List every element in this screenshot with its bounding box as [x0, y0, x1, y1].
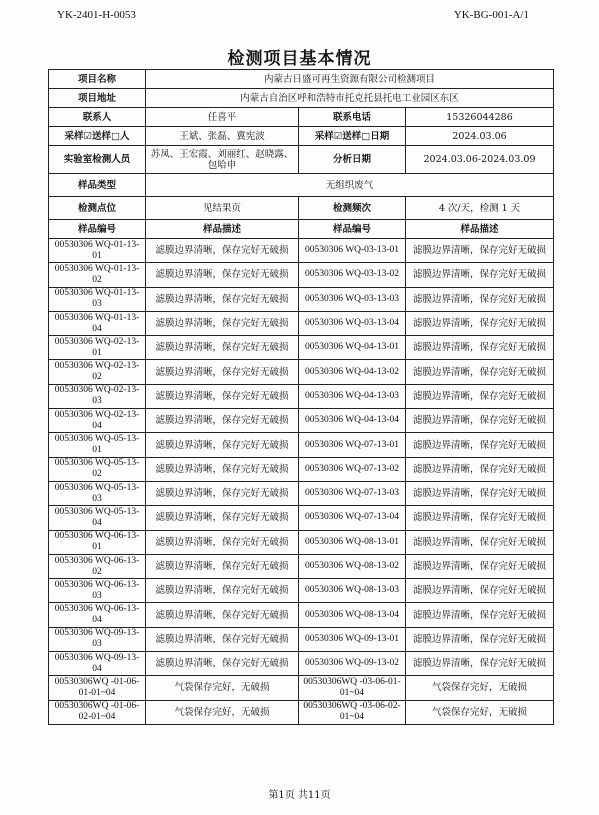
- project-name-label: 项目名称: [49, 70, 146, 89]
- sample-row: [49, 627, 554, 651]
- row-point: [49, 197, 554, 220]
- sample-description-right: 滤膜边界清晰，保存完好无破损: [406, 554, 554, 578]
- phone-label: 联系电话: [299, 108, 406, 127]
- sample-row: [49, 506, 554, 530]
- sample-code-left: 00530306 WQ-05-13-03: [49, 481, 146, 505]
- sample-code-right: 00530306 WQ-09-13-02: [299, 652, 406, 676]
- sample-code-right: 00530306 WQ-07-13-04: [299, 506, 406, 530]
- sample-code-right: 00530306 WQ-07-13-02: [299, 457, 406, 481]
- sample-code-right: 00530306 WQ-08-13-01: [299, 530, 406, 554]
- sample-code-right: 00530306 WQ-04-13-01: [299, 336, 406, 360]
- sample-row: [49, 652, 554, 676]
- sample-description-right: 气袋保存完好，无破损: [406, 700, 554, 724]
- sample-description-left: 滤膜边界清晰，保存完好无破损: [146, 627, 299, 651]
- sample-header-row: [49, 220, 554, 239]
- sample-code-right: 00530306 WQ-08-13-04: [299, 603, 406, 627]
- sample-description-right: 滤膜边界清晰，保存完好无破损: [406, 579, 554, 603]
- sample-description-left: 滤膜边界清晰，保存完好无破损: [146, 360, 299, 384]
- sample-description-right: 滤膜边界清晰，保存完好无破损: [406, 360, 554, 384]
- sample-description-left: 气袋保存完好，无破损: [146, 700, 299, 724]
- sample-code-left: 00530306 WQ-01-13-03: [49, 287, 146, 311]
- sample-description-right: 滤膜边界清晰，保存完好无破损: [406, 530, 554, 554]
- contact-label: 联系人: [49, 108, 146, 127]
- sample-code-left: 00530306 WQ-01-13-01: [49, 239, 146, 263]
- point-label: 检测点位: [49, 197, 146, 220]
- sample-description-right: 滤膜边界清晰，保存完好无破损: [406, 239, 554, 263]
- analysis-date-value: 2024.03.06-2024.03.09: [406, 146, 554, 174]
- frequency-label: 检测频次: [299, 197, 406, 220]
- sample-code-right: 00530306 WQ-03-13-01: [299, 239, 406, 263]
- info-table: [48, 69, 554, 725]
- sample-code-left: 00530306 WQ-05-13-04: [49, 506, 146, 530]
- sample-code-left: 00530306 WQ-02-13-02: [49, 360, 146, 384]
- sample-code-right: 00530306 WQ-03-13-02: [299, 263, 406, 287]
- row-sampler: [49, 127, 554, 146]
- sample-code-left: 00530306 WQ-09-13-03: [49, 627, 146, 651]
- sample-description-left: 滤膜边界清晰，保存完好无破损: [146, 263, 299, 287]
- project-address-value: 内蒙古自治区呼和浩特市托克托县托电工业园区东区: [146, 89, 554, 108]
- sample-description-left: 滤膜边界清晰，保存完好无破损: [146, 433, 299, 457]
- sample-description-left: 滤膜边界清晰，保存完好无破损: [146, 287, 299, 311]
- sample-code-left: 00530306WQ -01-06-02-01~04: [49, 700, 146, 724]
- sampler-value: 王斌、张磊、冀宪波: [146, 127, 299, 146]
- sample-code-left: 00530306 WQ-02-13-03: [49, 384, 146, 408]
- sample-description-left: 滤膜边界清晰，保存完好无破损: [146, 530, 299, 554]
- sample-code-left: 00530306 WQ-05-13-01: [49, 433, 146, 457]
- frequency-value: 4 次/天，检测 1 天: [406, 197, 554, 220]
- sample-description-right: 滤膜边界清晰，保存完好无破损: [406, 336, 554, 360]
- sample-code-left: 00530306 WQ-01-13-04: [49, 311, 146, 335]
- sample-date-value: 2024.03.06: [406, 127, 554, 146]
- sample-desc-header-right: 样品描述: [406, 220, 554, 239]
- sample-row: [49, 579, 554, 603]
- sample-description-right: 滤膜边界清晰，保存完好无破损: [406, 506, 554, 530]
- sample-row: [49, 603, 554, 627]
- sample-type-label: 样品类型: [49, 174, 146, 197]
- sample-description-left: 滤膜边界清晰，保存完好无破损: [146, 506, 299, 530]
- sample-code-right: 00530306WQ -03-06-02-01~04: [299, 700, 406, 724]
- sample-description-right: 滤膜边界清晰，保存完好无破损: [406, 652, 554, 676]
- row-lab-staff: [49, 146, 554, 174]
- sample-description-left: 滤膜边界清晰，保存完好无破损: [146, 579, 299, 603]
- sample-description-right: 滤膜边界清晰，保存完好无破损: [406, 384, 554, 408]
- page-number: 第1页 共11页: [268, 790, 331, 801]
- sample-code-header-right: 样品编号: [299, 220, 406, 239]
- sample-row: [49, 481, 554, 505]
- sample-code-left: 00530306 WQ-06-13-02: [49, 554, 146, 578]
- sample-description-right: 滤膜边界清晰，保存完好无破损: [406, 263, 554, 287]
- sample-description-right: 滤膜边界清晰，保存完好无破损: [406, 481, 554, 505]
- sample-description-left: 滤膜边界清晰，保存完好无破损: [146, 311, 299, 335]
- sample-description-right: 滤膜边界清晰，保存完好无破损: [406, 287, 554, 311]
- lab-staff-value: 苏凤、王宏霞、刘丽红、赵晓露、包哈申: [146, 146, 299, 174]
- page-title: 检测项目基本情况: [227, 49, 372, 69]
- sample-row: [49, 239, 554, 263]
- row-contact: [49, 108, 554, 127]
- sample-row: [49, 409, 554, 433]
- sample-code-left: 00530306 WQ-01-13-02: [49, 263, 146, 287]
- sample-description-left: 气袋保存完好，无破损: [146, 676, 299, 700]
- sample-row: [49, 530, 554, 554]
- phone-value: 15326044286: [406, 108, 554, 127]
- sample-code-left: 00530306 WQ-06-13-04: [49, 603, 146, 627]
- sample-code-left: 00530306 WQ-02-13-01: [49, 336, 146, 360]
- sample-description-left: 滤膜边界清晰，保存完好无破损: [146, 409, 299, 433]
- project-address-label: 项目地址: [49, 89, 146, 108]
- sample-description-left: 滤膜边界清晰，保存完好无破损: [146, 239, 299, 263]
- sample-description-right: 滤膜边界清晰，保存完好无破损: [406, 311, 554, 335]
- form-number: YK-BG-001-A/1: [453, 9, 529, 21]
- sample-code-header-left: 样品编号: [49, 220, 146, 239]
- sample-description-right: 滤膜边界清晰，保存完好无破损: [406, 433, 554, 457]
- document-number: YK-2401-H-0053: [57, 9, 136, 21]
- row-project-name: [49, 70, 554, 89]
- sample-description-left: 滤膜边界清晰，保存完好无破损: [146, 384, 299, 408]
- sample-code-right: 00530306WQ -03-06-01-01~04: [299, 676, 406, 700]
- sample-row: [49, 384, 554, 408]
- point-value: 见结果页: [146, 197, 299, 220]
- sample-date-label: 采样☑送样□日期: [299, 127, 406, 146]
- sample-row: [49, 700, 554, 724]
- sample-row: [49, 263, 554, 287]
- lab-staff-label: 实验室检测人员: [49, 146, 146, 174]
- sample-description-right: 滤膜边界清晰，保存完好无破损: [406, 457, 554, 481]
- sample-row: [49, 457, 554, 481]
- sample-code-left: 00530306 WQ-02-13-04: [49, 409, 146, 433]
- sample-code-right: 00530306 WQ-04-13-03: [299, 384, 406, 408]
- sample-code-left: 00530306 WQ-06-13-01: [49, 530, 146, 554]
- sample-row: [49, 554, 554, 578]
- sample-description-left: 滤膜边界清晰，保存完好无破损: [146, 554, 299, 578]
- sample-description-right: 滤膜边界清晰，保存完好无破损: [406, 627, 554, 651]
- sample-code-left: 00530306WQ -01-06-01-01~04: [49, 676, 146, 700]
- sample-code-right: 00530306 WQ-08-13-02: [299, 554, 406, 578]
- row-sample-type: [49, 174, 554, 197]
- sample-row: [49, 311, 554, 335]
- sample-description-right: 滤膜边界清晰，保存完好无破损: [406, 603, 554, 627]
- sample-desc-header-left: 样品描述: [146, 220, 299, 239]
- contact-value: 任喜平: [146, 108, 299, 127]
- analysis-date-label: 分析日期: [299, 146, 406, 174]
- sample-row: [49, 433, 554, 457]
- sample-code-right: 00530306 WQ-07-13-01: [299, 433, 406, 457]
- sample-description-left: 滤膜边界清晰，保存完好无破损: [146, 603, 299, 627]
- sample-description-right: 滤膜边界清晰，保存完好无破损: [406, 409, 554, 433]
- project-name-value: 内蒙古日盛可再生资源有限公司检测项目: [146, 70, 554, 89]
- sample-code-right: 00530306 WQ-03-13-03: [299, 287, 406, 311]
- sample-code-left: 00530306 WQ-09-13-04: [49, 652, 146, 676]
- sample-code-right: 00530306 WQ-03-13-04: [299, 311, 406, 335]
- sample-code-right: 00530306 WQ-04-13-04: [299, 409, 406, 433]
- sample-code-left: 00530306 WQ-05-13-02: [49, 457, 146, 481]
- sample-code-right: 00530306 WQ-04-13-02: [299, 360, 406, 384]
- sampler-label: 采样☑送样□人: [49, 127, 146, 146]
- sample-code-right: 00530306 WQ-09-13-01: [299, 627, 406, 651]
- sample-description-right: 气袋保存完好，无破损: [406, 676, 554, 700]
- sample-code-right: 00530306 WQ-07-13-03: [299, 481, 406, 505]
- sample-row: [49, 287, 554, 311]
- row-project-address: [49, 89, 554, 108]
- sample-code-left: 00530306 WQ-06-13-03: [49, 579, 146, 603]
- sample-description-left: 滤膜边界清晰，保存完好无破损: [146, 652, 299, 676]
- sample-type-value: 无组织废气: [146, 174, 554, 197]
- sample-row: [49, 360, 554, 384]
- sample-row: [49, 336, 554, 360]
- sample-description-left: 滤膜边界清晰，保存完好无破损: [146, 481, 299, 505]
- sample-code-right: 00530306 WQ-08-13-03: [299, 579, 406, 603]
- sample-description-left: 滤膜边界清晰，保存完好无破损: [146, 457, 299, 481]
- sample-row: [49, 676, 554, 700]
- sample-description-left: 滤膜边界清晰，保存完好无破损: [146, 336, 299, 360]
